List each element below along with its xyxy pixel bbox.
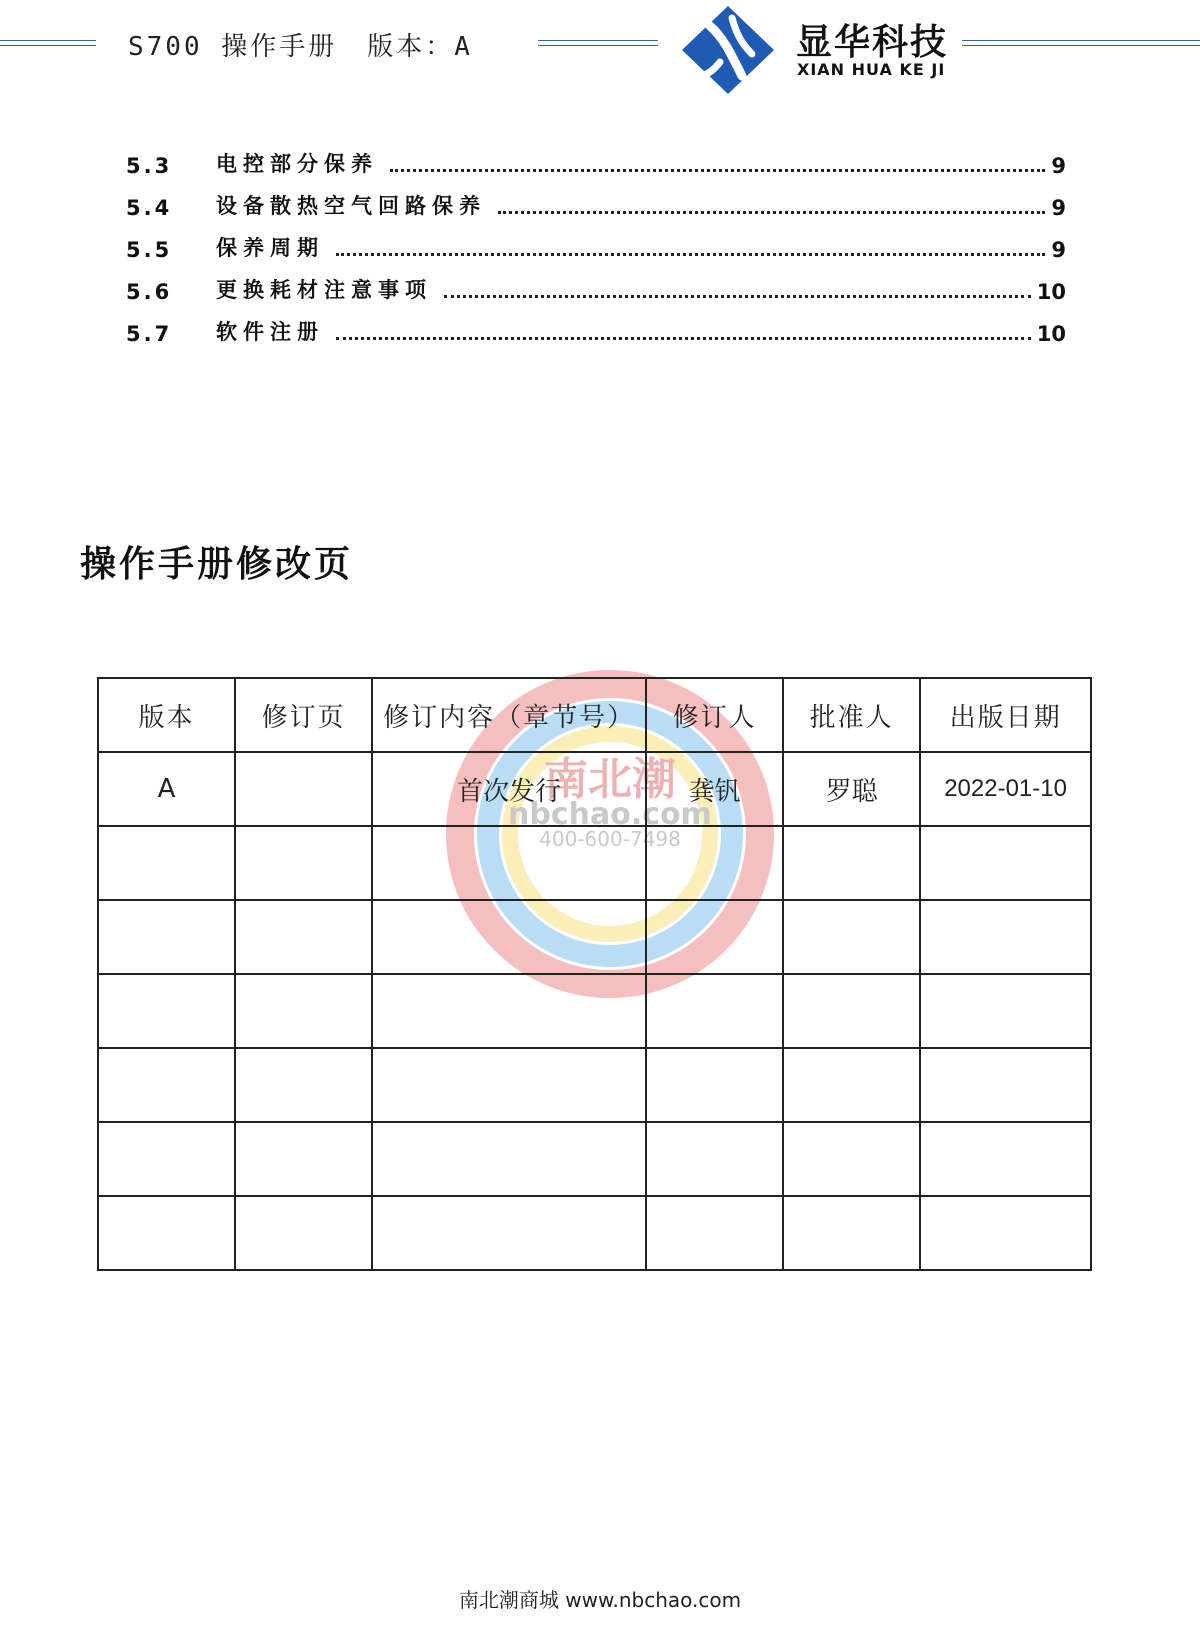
- table-cell: [235, 1122, 372, 1196]
- table-cell: [98, 1048, 235, 1122]
- table-row: [98, 1048, 1091, 1122]
- table-cell: [783, 1196, 920, 1270]
- toc-entry[interactable]: [126, 232, 1066, 262]
- toc-number: 5.4: [126, 196, 173, 220]
- table-cell: [646, 1196, 783, 1270]
- header-rule-middle: [538, 40, 658, 46]
- toc-entry[interactable]: [126, 274, 1066, 304]
- toc-title: 保养周期: [216, 236, 324, 260]
- table-cell: [235, 752, 372, 826]
- toc-number: 5.7: [126, 322, 173, 346]
- toc-entry[interactable]: [126, 148, 1066, 178]
- table-cell: [98, 1122, 235, 1196]
- table-cell: A: [98, 752, 235, 826]
- table-row: [98, 900, 1091, 974]
- watermark-cn: 南北潮: [544, 754, 676, 805]
- table-cell: [920, 1048, 1091, 1122]
- table-cell: [98, 974, 235, 1048]
- toc-number: 5.6: [126, 280, 173, 304]
- version-label: 版本：A: [367, 32, 473, 62]
- toc-entry[interactable]: [126, 316, 1066, 346]
- table-header-row: [98, 678, 1091, 752]
- table-cell: [98, 1196, 235, 1270]
- table-cell: [235, 1048, 372, 1122]
- table-cell: [783, 826, 920, 900]
- toc-leader: [390, 169, 1045, 172]
- table-cell: [98, 826, 235, 900]
- table-cell: [235, 900, 372, 974]
- table-cell: [235, 1196, 372, 1270]
- table-cell: [372, 900, 646, 974]
- column-header: 出版日期: [920, 678, 1091, 752]
- doc-title-text: S700 操作手册: [128, 32, 338, 62]
- table-cell: 首次发行: [372, 752, 646, 826]
- table-row: [98, 1122, 1091, 1196]
- table-cell: [920, 826, 1091, 900]
- column-header: 修订页: [235, 678, 372, 752]
- toc-leader: [498, 211, 1045, 214]
- table-cell: [646, 1122, 783, 1196]
- table-cell: [235, 974, 372, 1048]
- table-cell: [98, 900, 235, 974]
- toc-leader: [336, 337, 1031, 340]
- company-logo-icon: [680, 4, 776, 96]
- toc-page: 10: [1036, 280, 1066, 304]
- table-cell: 罗聪: [783, 752, 920, 826]
- table-row: [98, 974, 1091, 1048]
- toc-number: 5.3: [126, 154, 173, 178]
- section-heading: 操作手册修改页: [80, 543, 354, 585]
- toc-page: 9: [1051, 238, 1066, 262]
- toc-leader: [336, 253, 1045, 256]
- table-cell: [372, 1048, 646, 1122]
- column-header: 批准人: [783, 678, 920, 752]
- watermark-phone: 400-600-7498: [539, 827, 681, 851]
- toc-title: 设备散热空气回路保养: [216, 194, 486, 218]
- toc-number: 5.5: [126, 238, 173, 262]
- table-cell: [920, 1122, 1091, 1196]
- revision-table: [97, 677, 1092, 1271]
- table-cell: [783, 900, 920, 974]
- table-cell: 2022-01-10: [920, 752, 1091, 826]
- table-cell: [646, 900, 783, 974]
- table-row: [98, 826, 1091, 900]
- column-header: 修订内容（章节号）: [372, 678, 646, 752]
- toc-page: 10: [1036, 322, 1066, 346]
- toc-title: 电控部分保养: [216, 152, 378, 176]
- footer-text[interactable]: 南北潮商城 www.nbchao.com: [458, 1588, 742, 1612]
- table-cell: [783, 1122, 920, 1196]
- header-rule-right: [962, 40, 1200, 46]
- document-title: [128, 26, 473, 63]
- table-cell: [920, 974, 1091, 1048]
- table-cell: [646, 826, 783, 900]
- table-cell: [372, 1196, 646, 1270]
- table-cell: [372, 1122, 646, 1196]
- table-cell: [783, 1048, 920, 1122]
- toc-leader: [444, 295, 1031, 298]
- brand-name-cn: 显华科技: [796, 22, 949, 63]
- toc-page: 9: [1051, 154, 1066, 178]
- table-cell: [646, 974, 783, 1048]
- table-row: [98, 1196, 1091, 1270]
- table-cell: [372, 826, 646, 900]
- table-cell: [235, 826, 372, 900]
- table-cell: [372, 974, 646, 1048]
- toc-page: 9: [1051, 196, 1066, 220]
- header-rule-left: [0, 40, 96, 46]
- watermark-site: nbchao.com: [508, 797, 712, 832]
- toc-title: 软件注册: [216, 320, 324, 344]
- table-cell: [920, 1196, 1091, 1270]
- table-cell: [783, 974, 920, 1048]
- table-cell: 龚钒: [646, 752, 783, 826]
- column-header: 修订人: [646, 678, 783, 752]
- table-row: [98, 752, 1091, 826]
- column-header: 版本: [98, 678, 235, 752]
- brand-name-en: XIAN HUA KE JI: [797, 60, 946, 79]
- toc-title: 更换耗材注意事项: [216, 278, 432, 302]
- table-cell: [920, 900, 1091, 974]
- table-cell: [646, 1048, 783, 1122]
- toc-entry[interactable]: [126, 190, 1066, 220]
